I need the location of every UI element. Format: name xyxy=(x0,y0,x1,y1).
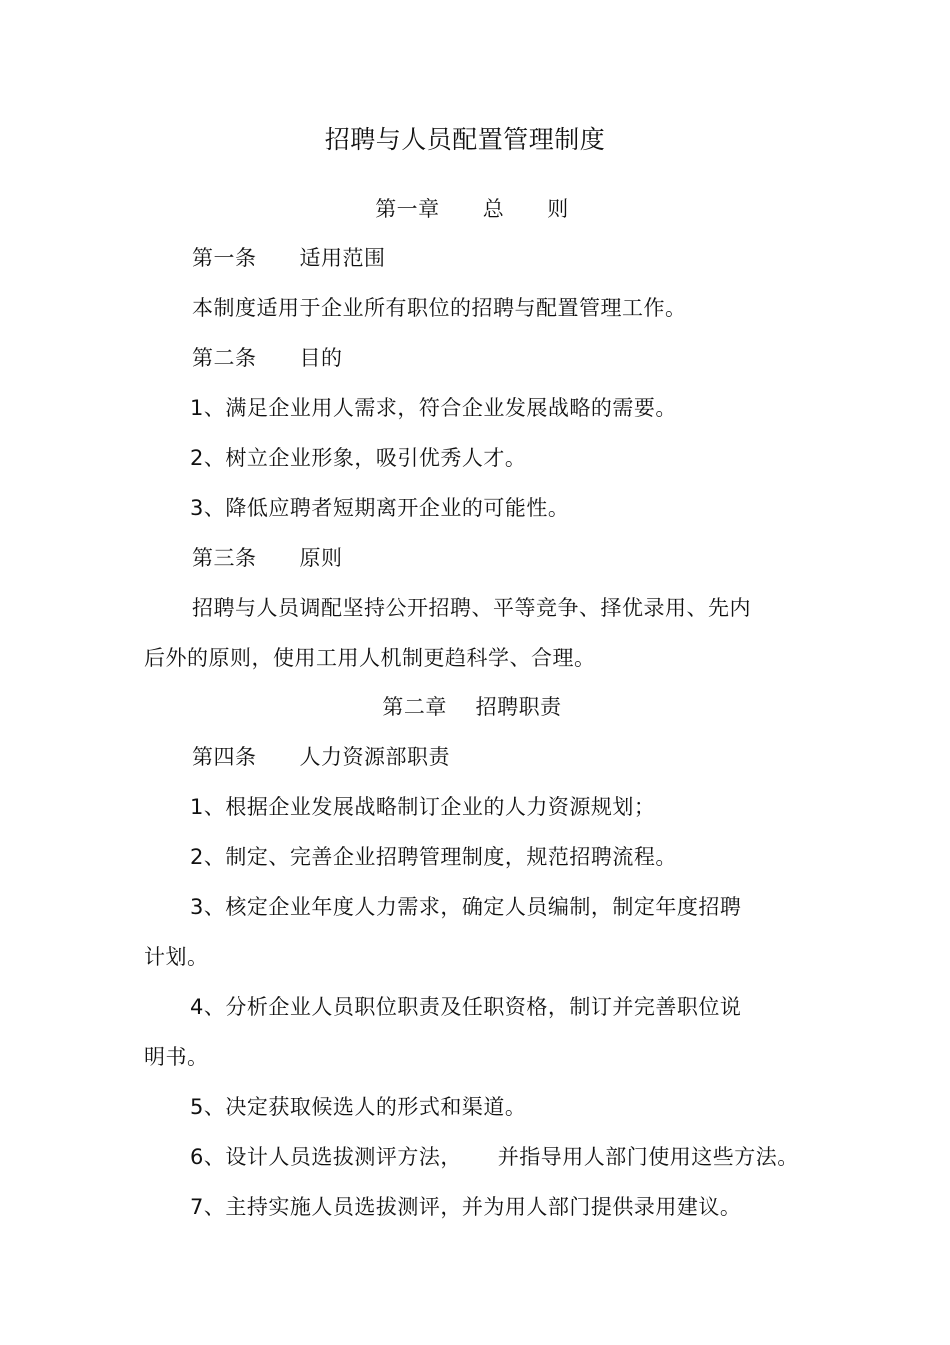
article-4-item-6: 6、设计人员选拔测评方法， 并指导用人部门使用这些方法。 xyxy=(190,1145,799,1169)
article-4-item-3-line-2: 计划。 xyxy=(144,945,209,969)
document-title: 招聘与人员配置管理制度 xyxy=(324,125,606,154)
article-4-item-7: 7、主持实施人员选拔测评，并为用人部门提供录用建议。 xyxy=(190,1195,742,1219)
article-4-item-5: 5、决定获取候选人的形式和渠道。 xyxy=(190,1095,527,1119)
chapter-2-heading: 第二章 招聘职责 xyxy=(382,695,562,719)
article-3-heading: 第三条 原则 xyxy=(192,546,343,570)
article-4-heading: 第四条 人力资源部职责 xyxy=(192,745,451,769)
article-4-item-4-line-2: 明书。 xyxy=(144,1045,209,1069)
article-2-item-2: 2、树立企业形象，吸引优秀人才。 xyxy=(190,446,527,470)
article-2-item-1: 1、满足企业用人需求，符合企业发展战略的需要。 xyxy=(190,396,677,420)
article-2-item-3: 3、降低应聘者短期离开企业的可能性。 xyxy=(190,496,570,520)
article-3-body-line-2: 后外的原则，使用工用人机制更趋科学、合理。 xyxy=(144,646,596,670)
chapter-1-heading: 第一章 总 则 xyxy=(375,197,569,221)
article-3-body-line-1: 招聘与人员调配坚持公开招聘、平等竞争、择优录用、先内 xyxy=(192,596,751,620)
article-4-item-3-line-1: 3、核定企业年度人力需求，确定人员编制，制定年度招聘 xyxy=(190,895,742,919)
article-4-item-1: 1、根据企业发展战略制订企业的人力资源规划； xyxy=(190,795,656,819)
article-4-item-4-line-1: 4、分析企业人员职位职责及任职资格，制订并完善职位说 xyxy=(190,995,742,1019)
article-1-body: 本制度适用于企业所有职位的招聘与配置管理工作。 xyxy=(192,296,687,320)
article-2-heading: 第二条 目的 xyxy=(192,346,343,370)
article-1-heading: 第一条 适用范围 xyxy=(192,246,386,270)
article-4-item-2: 2、制定、完善企业招聘管理制度，规范招聘流程。 xyxy=(190,845,677,869)
